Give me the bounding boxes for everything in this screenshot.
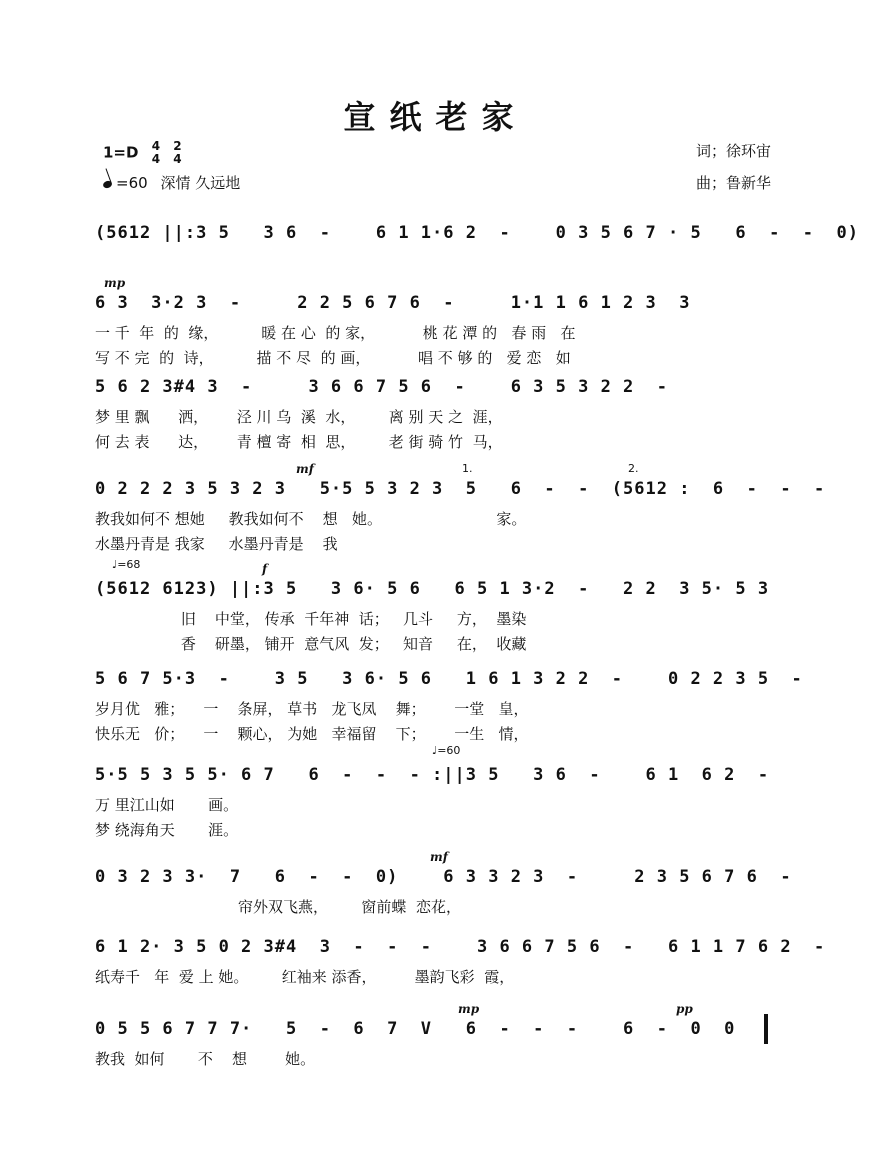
lyrics-verse-1: 纸寿千 年 爱 上 她。 红袖来 添香， 墨韵飞彩 霞，	[95, 968, 515, 986]
dynamic-mark: mp	[458, 1002, 480, 1016]
notation-line: 5 6 7 5·3 - 3 5 3 6· 5 6 1 6 1 3 2 2 - 0 2 2 3 5 -	[95, 669, 803, 689]
lyrics-verse-1: 梦 里 飘 洒， 泾 川 乌 溪 水， 离 别 天 之 涯，	[95, 408, 503, 426]
notation-line: 6 1 2· 3 5 0 2 3#4 3 - - - 3 6 6 7 5 6 - 6 1 1 7 6 2 -	[95, 937, 826, 957]
time-signature-4-4: 4 4	[151, 139, 161, 166]
dynamic-mark: mf	[296, 462, 314, 476]
notation-line: 0 2 2 2 3 5 3 2 3 5·5 5 3 2 3 5 6 - - (5612 : 6 - - -	[95, 479, 826, 499]
notation-line: 0 5 5 6 7 7 7· 5 - 6 7 V 6 - - - 6 - 0 0	[95, 1019, 736, 1039]
score-row	[95, 222, 859, 249]
score-row	[95, 866, 792, 893]
notation-line: 6 3 3·2 3 - 2 2 5 6 7 6 - 1·1 1 6 1 2 3 3	[95, 293, 691, 313]
lyrics-verse-1: 万 里江山如 画。	[95, 796, 239, 814]
volta-ending: 1.	[462, 462, 473, 475]
quarter-note-icon	[102, 180, 113, 190]
key-signature	[103, 140, 182, 166]
lyrics-verse-1: 岁月优 雅； 一 条屏， 草书 龙飞凤 舞； 一堂 皇，	[95, 700, 529, 718]
lyrics-verse-2: 香 研墨， 铺开 意气风 发； 知音 在， 收藏	[95, 635, 527, 653]
volta-ending: 2.	[628, 462, 639, 475]
lyricist: 词；徐环宙	[695, 142, 771, 160]
score-row	[95, 292, 771, 319]
tempo-change: ♩=60	[432, 744, 461, 757]
dynamic-mark: mf	[430, 850, 448, 864]
score-row	[95, 578, 771, 605]
lyrics-verse-2: 水墨丹青是 我家 水墨丹青是 我	[95, 535, 338, 553]
page-title: 宣纸老家	[343, 98, 528, 136]
dynamic-mark: mp	[104, 276, 126, 290]
notation-line: 5 6 2 3#4 3 - 3 6 6 7 5 6 - 6 3 5 3 2 2 -	[95, 377, 668, 397]
tempo-change: ♩=68	[112, 558, 141, 571]
tempo-marking	[103, 172, 240, 193]
notation-line: (5612 6123) ||:3 5 3 6· 5 6 6 5 1 3·2 - 2 2 3 5· 5 3	[95, 579, 770, 599]
lyrics-verse-2: 写 不 完 的 诗， 描 不 尽 的 画， 唱 不 够 的 爱 恋 如	[95, 349, 571, 367]
score-row	[95, 936, 826, 963]
tempo-value: =60	[116, 174, 148, 192]
score-row	[95, 764, 771, 791]
lyrics-verse-2: 梦 绕海角天 涯。	[95, 821, 239, 839]
notation-line: 5·5 5 3 5 5· 6 7 6 - - - :||3 5 3 6 - 6 1 6 2 -	[95, 765, 770, 785]
score-row	[95, 1018, 771, 1045]
final-barline	[764, 1014, 768, 1044]
score-row	[95, 668, 803, 695]
notation-line: 0 3 2 3 3· 7 6 - - 0) 6 3 3 2 3 - 2 3 5 6 7 6 -	[95, 867, 792, 887]
time-signature-2-4: 2 4	[173, 139, 182, 166]
expression-mark: 深情 久远地	[160, 174, 241, 192]
lyrics-verse-2: 快乐无 价； 一 颗心， 为她 幸福留 下； 一生 情，	[95, 725, 529, 743]
lyrics-verse-2: 何 去 表 达， 青 檀 寄 相 思， 老 街 骑 竹 马，	[95, 433, 503, 451]
score-row	[95, 478, 826, 505]
lyrics-verse-1: 帘外双飞燕， 窗前蝶 恋花，	[95, 898, 461, 916]
score-row	[95, 376, 771, 403]
dynamic-mark: f	[262, 562, 268, 576]
notation-line: (5612 ||:3 5 3 6 - 6 1 1·6 2 - 0 3 5 6 7 · 5 6 - - 0)	[95, 223, 859, 243]
lyrics-verse-1: 一 千 年 的 缘， 暖 在 心 的 家， 桃 花 潭 的 春 雨 在	[95, 324, 576, 342]
composer: 曲；鲁新华	[695, 174, 771, 192]
lyrics-verse-1: 教我如何不 想她 教我如何不 想 她。 家。	[95, 510, 527, 528]
dynamic-mark: pp	[676, 1002, 693, 1016]
lyrics-verse-1: 教我 如何 不 想 她。	[95, 1050, 316, 1068]
lyrics-verse-1: 旧 中堂， 传承 千年神 话； 几斗 方， 墨染	[95, 610, 527, 628]
key-label: 1=D	[103, 143, 139, 162]
